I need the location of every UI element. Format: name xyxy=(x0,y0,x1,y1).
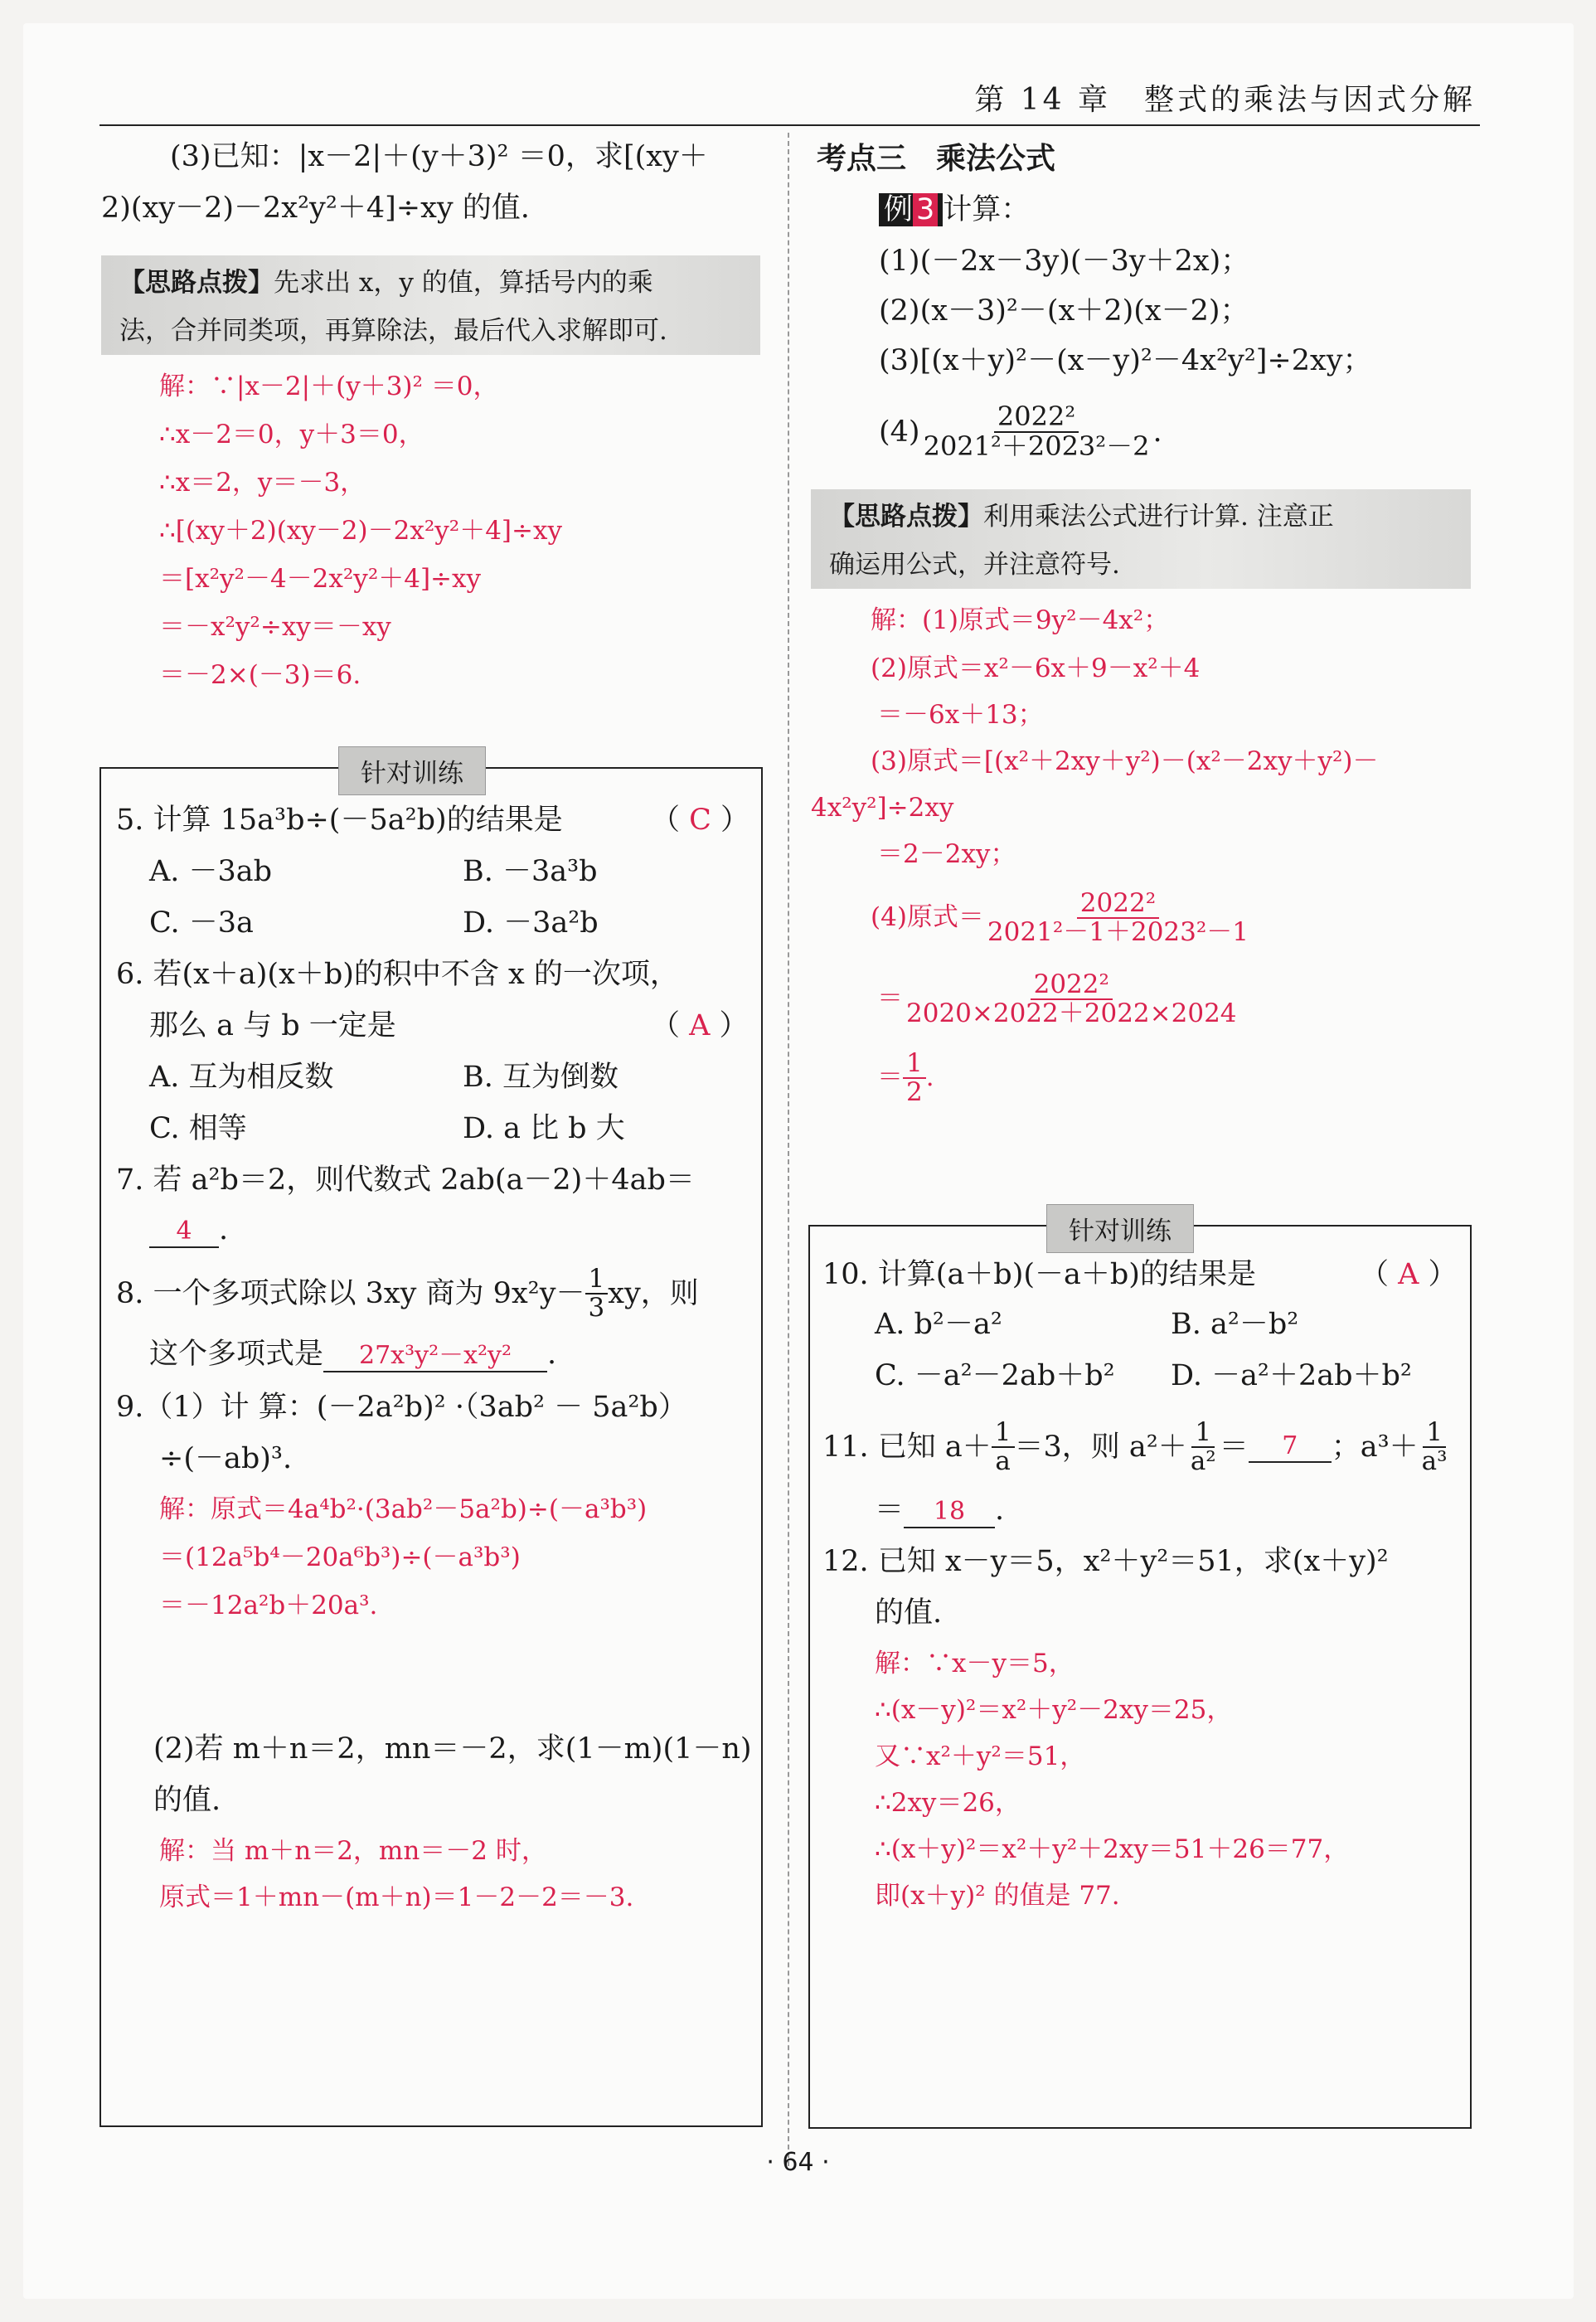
q11-line1: 11. 已知 a＋ $\frac{1}{a}$ ＝3，则 a²＋ $\frac{1}{\text{a²}}$ ＝ 7 ；a³＋ $\frac{1}{\text{a³}}$ xyxy=(822,1410,1451,1484)
solution-line: ∴x＝2，y＝－3， xyxy=(159,468,366,498)
fraction-denominator: a³ xyxy=(1421,1446,1448,1476)
q7-stem: 7. 若 a²b＝2，则代数式 2ab(a－2)＋4ab＝ xyxy=(116,1163,695,1197)
example-text: 计算： xyxy=(943,193,1031,226)
option: B. a²－b² xyxy=(1171,1308,1299,1341)
section-title: 考点三 乘法公式 xyxy=(817,142,1056,176)
q8-fraction xyxy=(585,1265,609,1321)
fraction-numerator: 1 xyxy=(1423,1419,1446,1448)
example-item: (1)(－2x－3y)(－3y＋2x)； xyxy=(879,245,1250,278)
q10-stem: 10. 计算(a＋b)(－a＋b)的结果是 xyxy=(822,1258,1256,1291)
sol4-label: (4)原式＝ xyxy=(871,902,984,933)
q8-line1 xyxy=(116,1261,699,1327)
option: C. 相等 xyxy=(149,1112,247,1145)
sol4-line2: ＝ $\frac{\text{2022²}}{2020\times 2022+2022\times 2024}$ xyxy=(877,962,1240,1037)
q11-answer2: 18 xyxy=(904,1497,995,1528)
q9-line1: 9.（1）计 算：(－2a²b)² ·（3ab² － 5a²b） xyxy=(116,1391,687,1424)
fraction-numerator: 1 xyxy=(1191,1419,1215,1448)
solution-line: ∴x－2＝0，y＋3＝0， xyxy=(159,420,424,449)
tip-line1: 利用乘法公式进行计算. 注意正 xyxy=(983,502,1334,532)
example-word: 例 xyxy=(884,193,914,226)
example-item: (3)[(x＋y)²－(x－y)²－4x²y²]÷2xy； xyxy=(879,344,1372,377)
fraction-denominator: 2020×2022＋2022×2024 xyxy=(906,998,1237,1028)
q5-answer: C xyxy=(689,804,711,837)
example-heading xyxy=(879,192,1030,227)
q8-post: xy，则 xyxy=(608,1277,699,1310)
option: C. －3a xyxy=(149,906,254,940)
solution-line: 解：∵x－y＝5， xyxy=(875,1649,1075,1678)
q3-line1: (3)已知：|x－2|＋(y＋3)² ＝0，求[(xy＋ xyxy=(170,140,708,173)
solution-line: ＝－6x＋13； xyxy=(877,700,1044,730)
q9-line2: ÷(－ab)³. xyxy=(159,1442,293,1475)
sol4-fraction1 xyxy=(984,890,1252,945)
q8-answer: 27x³y²－x²y² xyxy=(323,1341,547,1372)
q5-answer-bracket: （ C ） xyxy=(651,804,750,837)
q10-answer: A xyxy=(1398,1258,1419,1291)
fraction-denominator: 2 xyxy=(906,1077,923,1107)
q6-answer: A xyxy=(689,1009,711,1042)
solution-line: 解：当 m＋n＝2，mn＝－2 时， xyxy=(159,1836,547,1866)
solution-line: 又∵x²＋y²＝51， xyxy=(875,1742,1086,1771)
option: B. －3a³b xyxy=(463,855,598,888)
fraction-numerator: 1 xyxy=(903,1050,926,1079)
tip-box-left xyxy=(101,255,760,355)
tip-title: 【思路点拨】 xyxy=(119,268,274,298)
tip-line2: 法，合并同类项，再算除法，最后代入求解即可. xyxy=(119,316,667,346)
q11-fraction3 xyxy=(1419,1419,1451,1474)
fraction-denominator: 2021²＋2023²－2 xyxy=(923,430,1150,462)
example-item: (2)(x－3)²－(x＋2)(x－2)； xyxy=(879,294,1249,328)
solution-line: ＝－12a²b＋20a³. xyxy=(159,1591,378,1620)
example-number: 3 xyxy=(913,193,938,226)
tip-box-right xyxy=(811,489,1471,589)
fraction-numerator: 2022² xyxy=(1031,971,1113,1000)
fraction-numerator: 2022² xyxy=(1077,890,1159,919)
tip-line2: 确运用公式，并注意符号. xyxy=(829,550,1120,580)
fraction-numerator: 1 xyxy=(585,1265,609,1295)
q7-blank-line: 4 . xyxy=(149,1212,228,1248)
solution-line: 解：原式＝4a⁴b²·(3ab²－5a²b)÷(－a³b³) xyxy=(159,1494,648,1524)
option: D. －3a²b xyxy=(463,906,599,940)
q8-line2: 这个多项式是 27x³y²－x²y² . xyxy=(149,1338,557,1371)
solution-line: (2)原式＝x²－6x＋9－x²＋4 xyxy=(871,653,1201,683)
q9b-line1: (2)若 m＋n＝2，mn＝－2，求(1－m)(1－n) xyxy=(153,1732,752,1766)
q11-line2: ＝ 18 . xyxy=(875,1494,1005,1527)
option: A. －3ab xyxy=(149,855,273,888)
tip-line1: 先求出 x，y 的值，算括号内的乘 xyxy=(274,268,653,298)
fraction-denominator: a² xyxy=(1190,1446,1216,1476)
solution-line: ＝(12a⁵b⁴－20a⁶b³)÷(－a³b³) xyxy=(159,1542,521,1572)
fraction-numerator: 1 xyxy=(992,1419,1015,1448)
q12-line2: 的值. xyxy=(875,1596,943,1630)
solution-line: ∴(x＋y)²＝x²＋y²＋2xy＝51＋26＝77， xyxy=(875,1834,1350,1864)
solution-line: 解：∵|x－2|＋(y＋3)² ＝0， xyxy=(159,372,499,401)
fraction-numerator: 2022² xyxy=(994,403,1079,433)
practice-tag: 针对训练 xyxy=(338,746,486,795)
q11-fraction xyxy=(992,1419,1015,1474)
q6-line2: 那么 a 与 b 一定是 xyxy=(149,1009,396,1042)
solution-line: 即(x＋y)² 的值是 77. xyxy=(875,1881,1120,1911)
practice-tag: 针对训练 xyxy=(1046,1204,1194,1253)
q12-line1: 12. 已知 x－y＝5，x²＋y²＝51，求(x＋y)² xyxy=(822,1545,1389,1578)
solution-line: ∴2xy＝26， xyxy=(875,1788,1021,1818)
option: B. 互为倒数 xyxy=(463,1061,619,1094)
q7-answer: 4 xyxy=(149,1217,219,1248)
q11-mid: ＝3，则 a²＋ xyxy=(1014,1431,1187,1464)
option: C. －a²－2ab＋b² xyxy=(875,1359,1115,1392)
q6-line1: 6. 若(x＋a)(x＋b)的积中不含 x 的一次项， xyxy=(116,958,679,991)
solution-line: ＝－2×(－3)＝6. xyxy=(159,660,361,690)
sol4-fraction2 xyxy=(903,971,1240,1027)
solution-line: 4x²y²]÷2xy xyxy=(811,793,954,823)
q11-end: ；a³＋ xyxy=(1331,1431,1419,1464)
sol4-line1 xyxy=(871,881,1252,955)
sol4-fraction3 xyxy=(903,1050,926,1105)
q11-answer1: 7 xyxy=(1249,1431,1332,1463)
q8-pre: 8. 一个多项式除以 3xy 商为 9x²y－ xyxy=(116,1277,585,1310)
q11-pre: 11. 已知 a＋ xyxy=(822,1431,992,1464)
page-number: · 64 · xyxy=(766,2148,830,2177)
column-separator xyxy=(788,133,789,2166)
sol4-line3: ＝ $\frac{1}{2}$ . xyxy=(877,1048,934,1107)
q11-fraction2 xyxy=(1187,1419,1220,1474)
option: A. 互为相反数 xyxy=(149,1061,334,1094)
solution-line: ∴[(xy＋2)(xy－2)－2x²y²＋4]÷xy xyxy=(159,516,562,546)
q5-stem: 5. 计算 15a³b÷(－5a²b)的结果是 xyxy=(116,804,563,837)
option: D. a 比 b 大 xyxy=(463,1112,625,1145)
option: A. b²－a² xyxy=(875,1308,1002,1341)
fraction-denominator: 3 xyxy=(588,1293,605,1323)
item4-label: (4) xyxy=(879,415,920,449)
q6-answer-bracket: （ A ） xyxy=(651,1009,749,1042)
q8-text: 这个多项式是 xyxy=(149,1338,324,1371)
solution-line: 原式＝1＋mn－(m＋n)＝1－2－2＝－3. xyxy=(159,1882,634,1912)
solution-line: ∴(x－y)²＝x²＋y²－2xy＝25， xyxy=(875,1695,1233,1725)
solution-line: 解：(1)原式＝9y²－4x²； xyxy=(871,605,1170,635)
tip-title: 【思路点拨】 xyxy=(829,502,983,532)
header-rule xyxy=(99,124,1480,126)
solution-line: (3)原式＝[(x²＋2xy＋y²)－(x²－2xy＋y²)－ xyxy=(871,746,1379,776)
solution-line: ＝2－2xy； xyxy=(877,839,1016,869)
solution-line: ＝－x²y²÷xy＝－xy xyxy=(159,612,391,642)
solution-line: ＝[x²y²－4－2x²y²＋4]÷xy xyxy=(159,564,482,594)
fraction-denominator: 2021²－1＋2023²－1 xyxy=(987,917,1249,947)
q9b-line2: 的值. xyxy=(153,1784,221,1817)
option: D. －a²＋2ab＋b² xyxy=(1171,1359,1412,1392)
example-label xyxy=(879,193,943,226)
q10-answer-bracket: （ A ） xyxy=(1360,1258,1458,1291)
chapter-header: 第 14 章 整式的乘法与因式分解 xyxy=(974,83,1476,117)
example-item-4: (4) $\frac{\text{2022²}}{\text{2021²＋2023²－2}}$ . xyxy=(879,401,1162,462)
fraction-denominator: a xyxy=(995,1446,1011,1476)
q3-line2: 2)(xy－2)－2x²y²＋4]÷xy 的值. xyxy=(101,192,530,225)
item4-fraction xyxy=(920,403,1153,460)
